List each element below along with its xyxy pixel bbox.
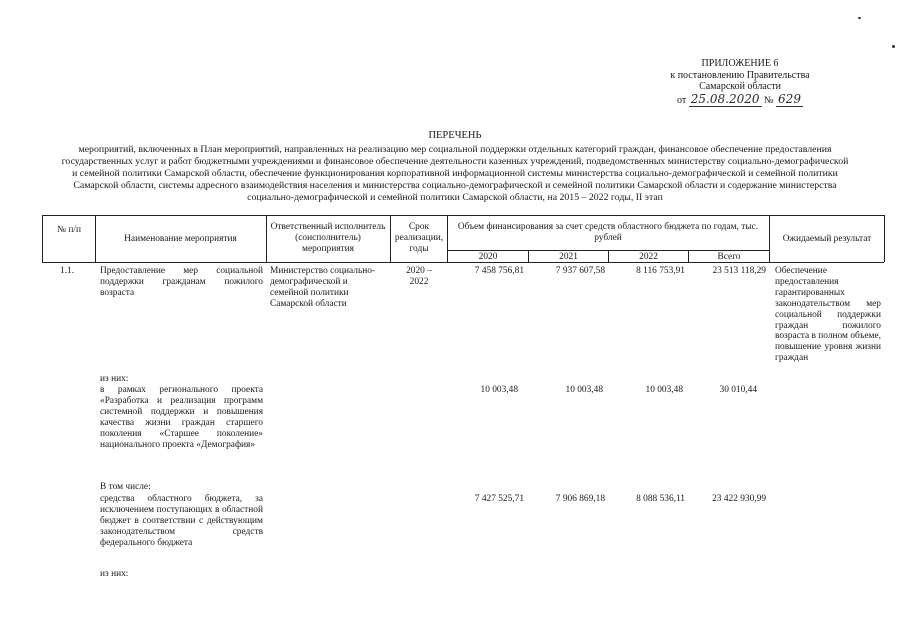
header-funding: Объем финансирования за счет средств областного бюджета по годам, тыс. рублей xyxy=(457,222,759,243)
sub2-value-2022: 8 088 536,11 xyxy=(636,494,685,504)
sub1-name: в рамках регионального проекта «Разработка и реализация программ системной поддержки и повышения качества жизни граждан старшего поколения «Старшее поколение» национального проекта «Демография» xyxy=(100,385,263,450)
sub1-intro: из них: xyxy=(100,374,129,384)
table-top-border xyxy=(42,215,884,216)
row-total: 23 513 118,29 xyxy=(712,266,766,276)
sub1-value-2020: 10 003,48 xyxy=(480,385,518,395)
header-year-2021: 2021 xyxy=(559,252,578,262)
col-border xyxy=(42,215,43,262)
row-term: 2020 – 2022 xyxy=(406,266,432,287)
sub2-intro: В том числе: xyxy=(100,482,151,492)
sub1-value-2021: 10 003,48 xyxy=(565,385,603,395)
header-year-2020: 2020 xyxy=(478,252,498,262)
row-expected-result: Обеспечение предоставления гарантированных законодательством мер социальной поддержки граждан пожилого возраста в полном объеме, повышение уровня жизни граждан xyxy=(775,266,881,364)
header-term: Срок реализации, годы xyxy=(394,222,444,254)
sub1-total: 30 010,44 xyxy=(719,385,757,395)
row-num: 1.1. xyxy=(60,266,75,276)
row-value-2022: 8 116 753,91 xyxy=(636,266,685,276)
header-result: Ожидаемый результат xyxy=(782,234,872,244)
row-value-2020: 7 458 756,81 xyxy=(474,266,524,276)
title-body: мероприятий, включенных в План мероприятий, направленных на реализацию мер социальной поддержки отдельных категорий граждан, финансовое обеспечение предоставления государственных услуг и работ бюджетными учреждениями и финансовое обеспечение деятельности казенных учреждений, подведомственных министерству социально-демографической и семейной политики Самарской области, обеспечение функционирования корпоративной информационной системы министерства социально-демографической и семейной политики Самарской области, системы адресного взаимодействия населения и министерства социально-демографической и семейной политики Самарской области и содержание министерства социально-демографической и семейной политики Самарской области, на 2015 – 2022 годы, II этап xyxy=(61,143,849,203)
col-border xyxy=(266,215,267,262)
header-executor: Ответственный исполнитель (соисполнитель) мероприятия xyxy=(270,222,386,254)
col-border xyxy=(769,215,770,262)
sub2-name: средства областного бюджета, за исключением поступающих в областной бюджет в соответствии с действующим законодательством средств федерального бюджета xyxy=(100,494,263,548)
number-prefix: № xyxy=(764,94,774,106)
appendix-header xyxy=(640,58,840,107)
sub1-value-2022: 10 003,48 xyxy=(645,385,683,395)
date-prefix: от xyxy=(677,94,687,106)
sub3-intro: из них: xyxy=(100,569,129,579)
header-num: № п/п xyxy=(57,225,81,235)
title-heading: ПЕРЕЧЕНЬ xyxy=(428,130,482,141)
header-year-2022: 2022 xyxy=(639,252,658,262)
appendix-title: ПРИЛОЖЕНИЕ 6 xyxy=(701,58,779,69)
sub2-value-2021: 7 906 869,18 xyxy=(555,494,605,504)
header-total: Всего xyxy=(717,252,741,262)
appendix-date-line xyxy=(640,93,840,107)
col-border xyxy=(884,215,885,262)
sub2-total: 23 422 930,99 xyxy=(712,494,766,504)
appendix-line-region: Самарской области xyxy=(699,81,781,93)
row-name: Предоставление мер социальной поддержки гражданам пожилого возраста xyxy=(100,266,263,298)
scan-speck xyxy=(892,45,895,48)
handwritten-date: 25.08.2020 xyxy=(690,91,760,106)
header-name: Наименование мероприятия xyxy=(124,234,237,244)
col-border xyxy=(95,215,96,262)
handwritten-number: 629 xyxy=(778,91,801,106)
document-title xyxy=(60,130,850,203)
row-value-2021: 7 937 607,58 xyxy=(555,266,605,276)
scan-speck xyxy=(858,17,861,19)
sub2-value-2020: 7 427 525,71 xyxy=(474,494,524,504)
col-border xyxy=(390,215,391,262)
row-executor: Министерство социально-демографической и семейной политики Самарской области xyxy=(270,266,376,309)
appendix-line-resolution: к постановлению Правительства xyxy=(670,69,810,81)
